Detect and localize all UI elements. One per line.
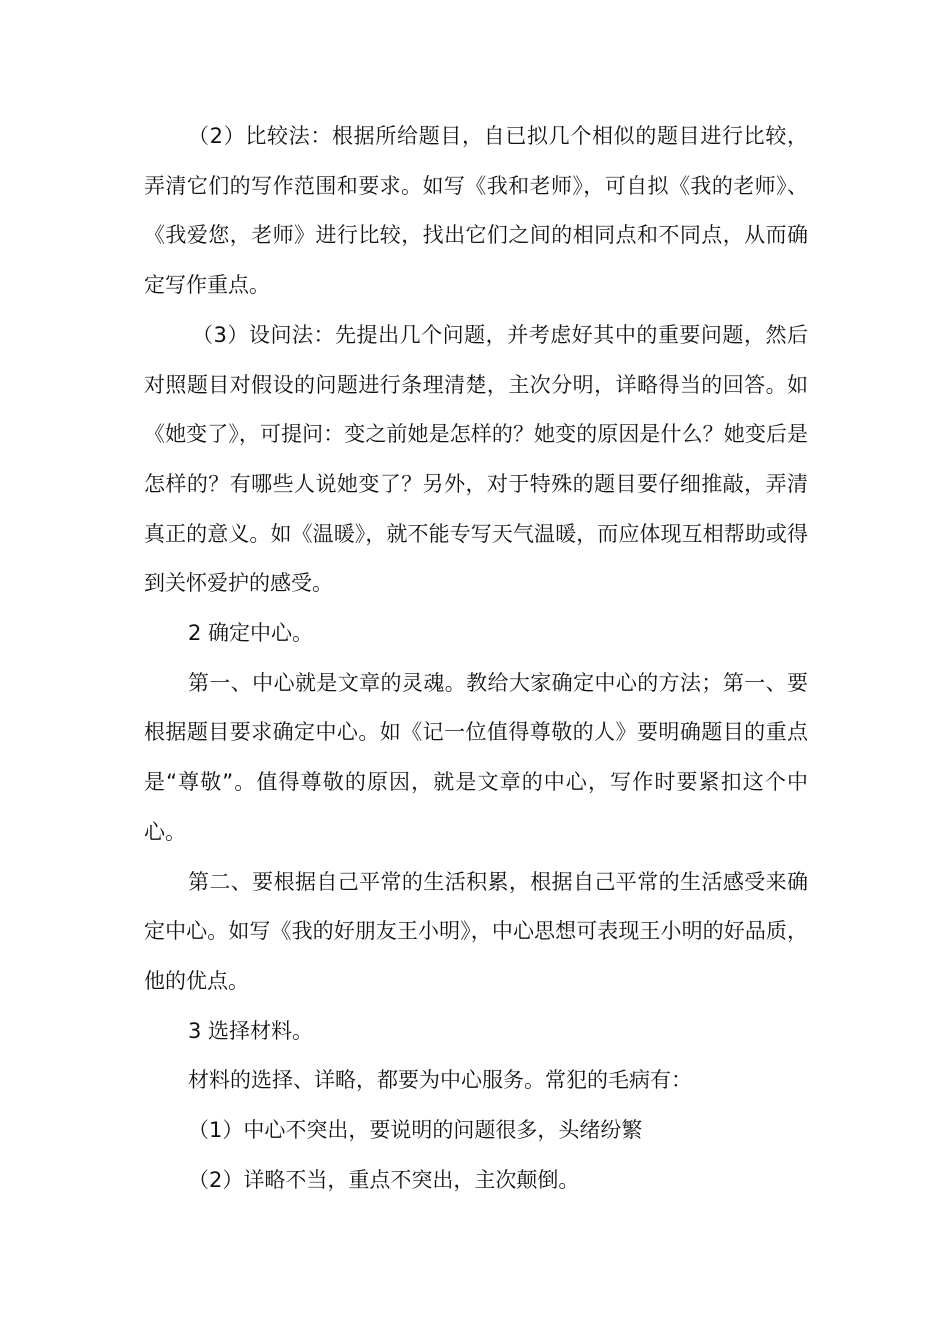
section-heading-determine-center: 2 确定中心。 xyxy=(188,621,314,646)
paragraph-center-first: 第一、中心就是文章的灵魂。教给大家确定中心的方法；第一、要根据题目要求确定中心。如《记一位值得尊敬的人》要明确题目的重点是“尊敬”。值得尊敬的原因，就是文章的中心，写作时要紧扣这个中心。 xyxy=(144,670,808,844)
list-item-problem-2: （2）详略不当，重点不突出，主次颠倒。 xyxy=(188,1167,580,1192)
section-heading-choose-material: 3 选择材料。 xyxy=(188,1018,314,1043)
list-item-problem-1: （1）中心不突出，要说明的问题很多，头绪纷繁 xyxy=(188,1118,643,1143)
document-body xyxy=(144,112,808,1205)
paragraph-question-method: （3）设问法：先提出几个问题，并考虑好其中的重要问题，然后对照题目对假设的问题进行条理清楚，主次分明，详略得当的回答。如《她变了》，可提问：变之前她是怎样的？她变的原因是什么？她变后是怎样的？有哪些人说她变了？另外，对于特殊的题目要仔细推敲，弄清真正的意义。如《温暖》，就不能专写天气温暖，而应体现互相帮助或得到关怀爱护的感受。 xyxy=(144,322,808,596)
paragraph-material-intro: 材料的选择、详略，都要为中心服务。常犯的毛病有： xyxy=(188,1068,692,1093)
paragraph-center-second: 第二、要根据自己平常的生活积累，根据自己平常的生活感受来确定中心。如写《我的好朋友王小明》，中心思想可表现王小明的好品质，他的优点。 xyxy=(144,869,808,993)
paragraph-comparison-method: （2）比较法：根据所给题目，自已拟几个相似的题目进行比较，弄清它们的写作范围和要求。如写《我和老师》，可自拟《我的老师》、《我爱您，老师》进行比较，找出它们之间的相同点和不同点，从而确定写作重点。 xyxy=(144,124,808,298)
